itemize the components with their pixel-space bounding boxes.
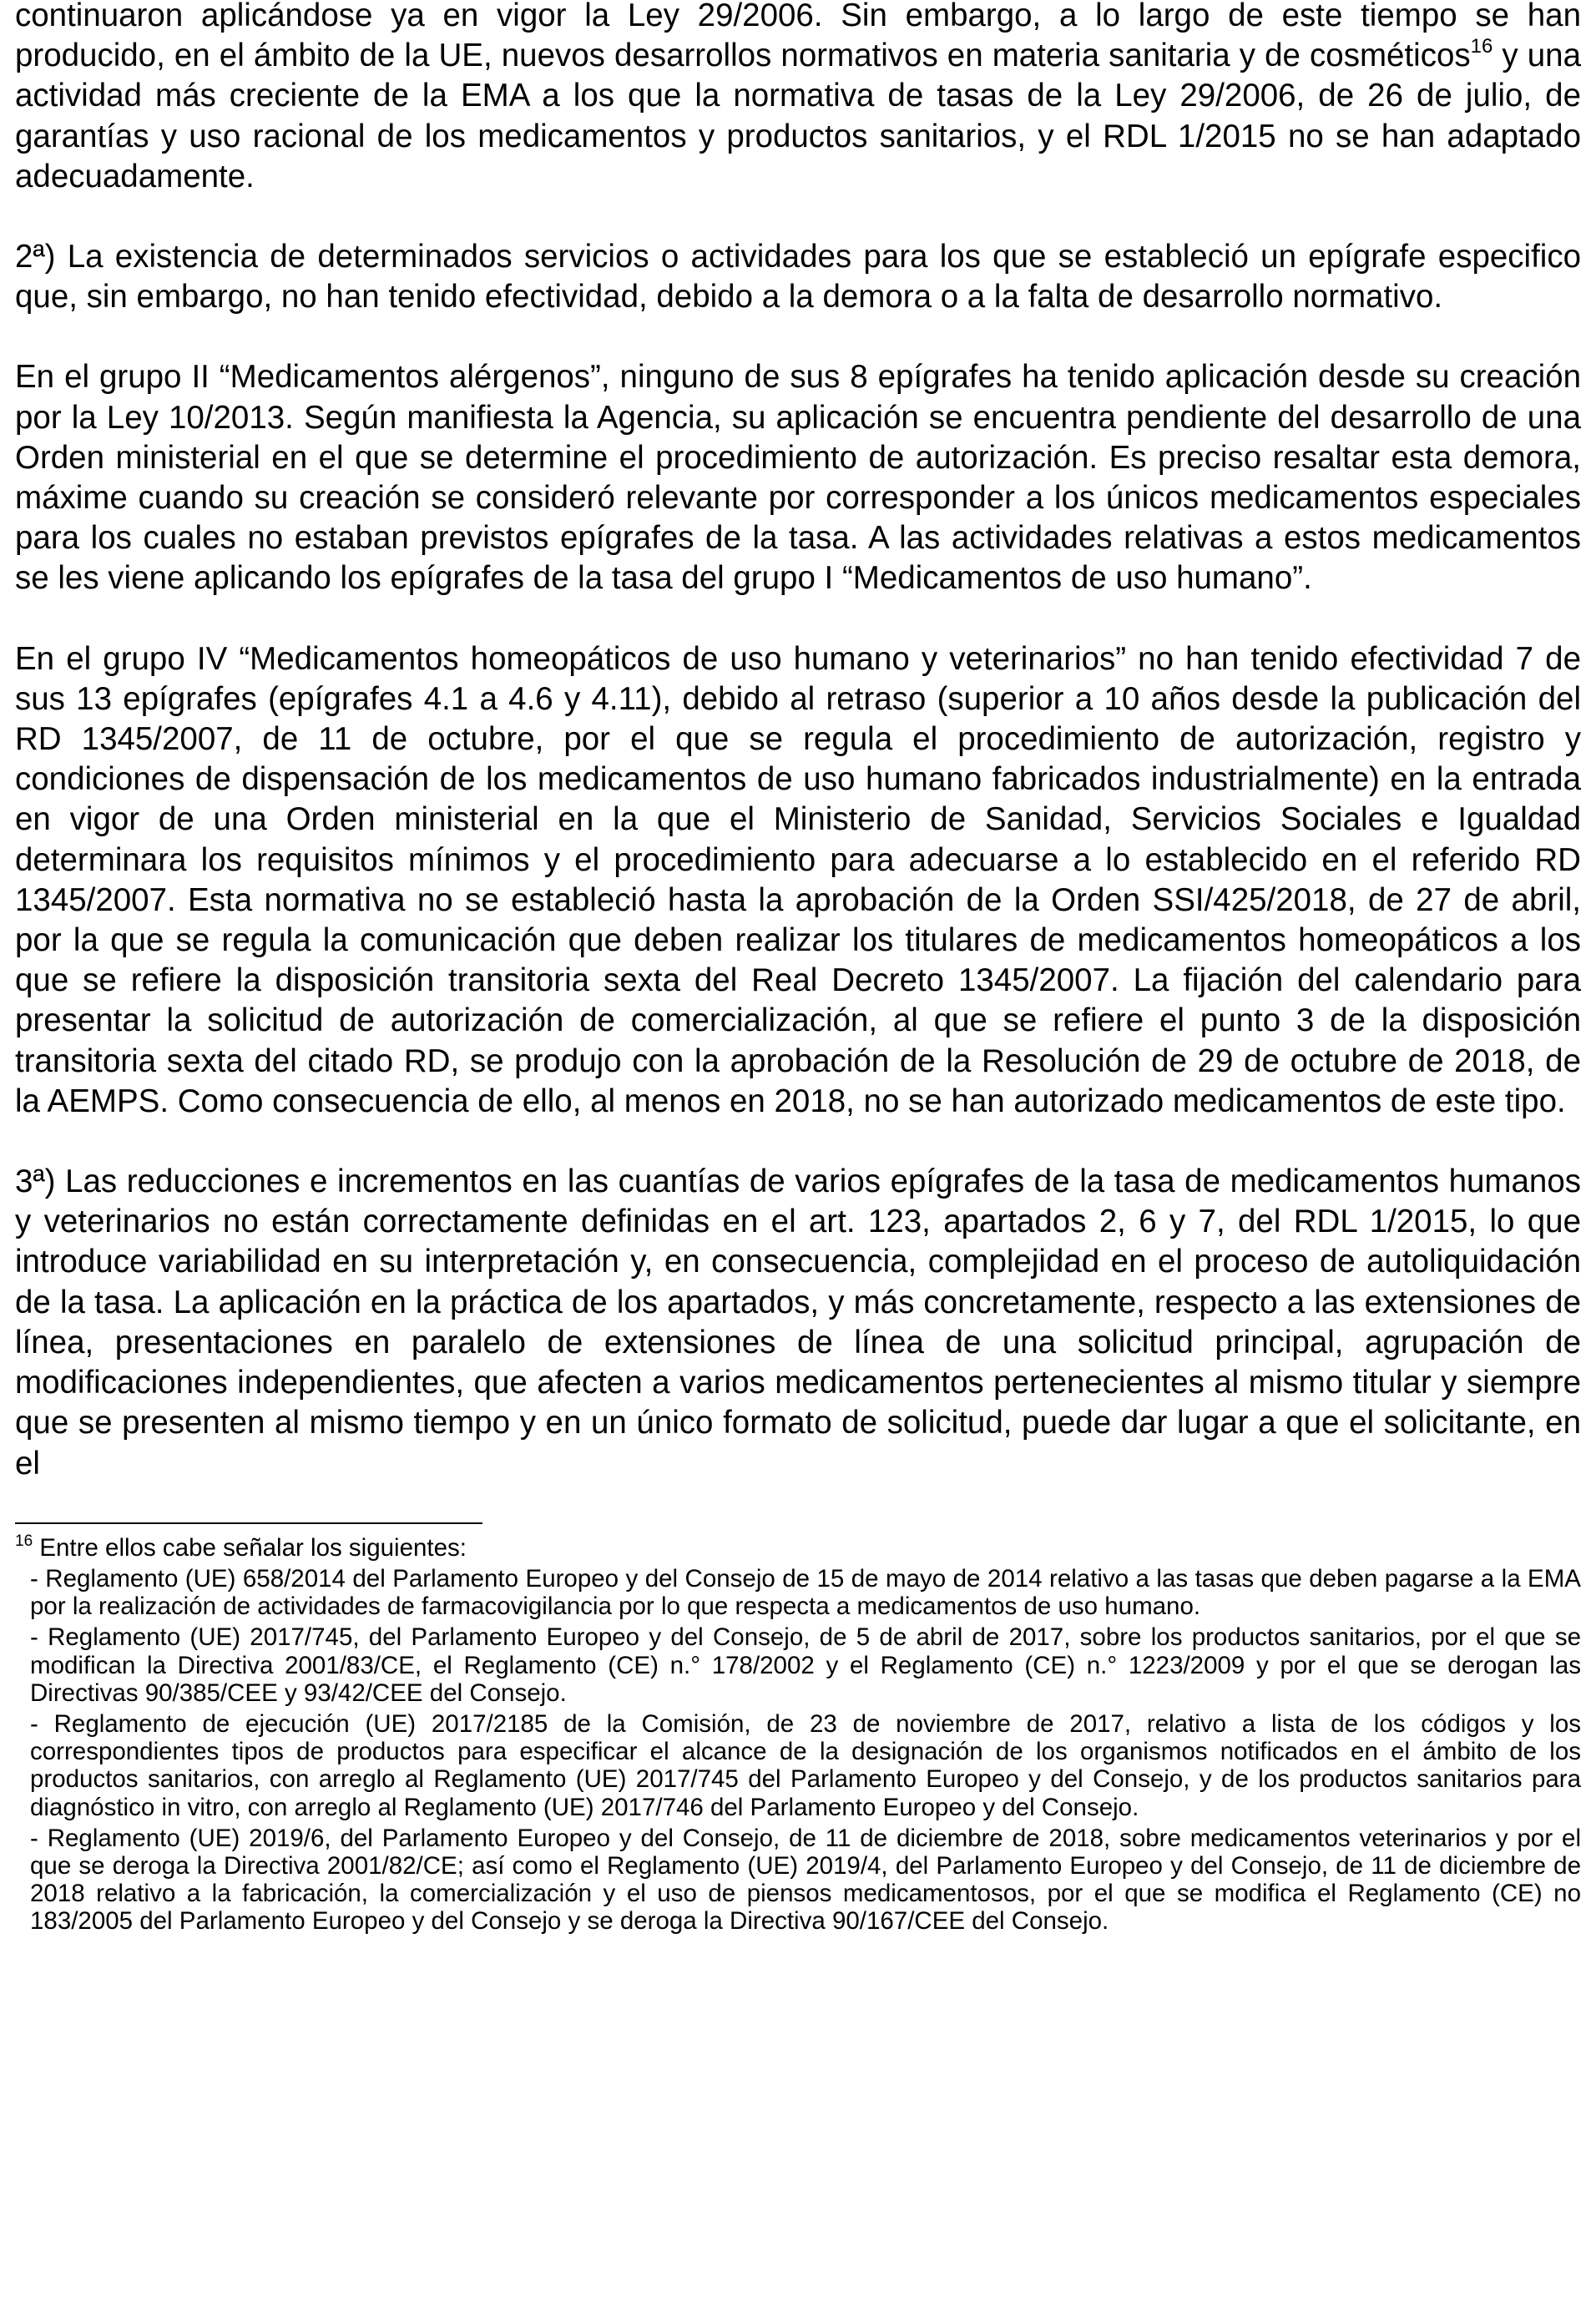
document-page (15, 0, 1581, 1936)
paragraph-point-3: 3ª) Las reducciones e incrementos en las cuantías de varios epígrafes de la tasa de medicamentos humanos y veterinarios no están correctamente definidas en el art. 123, apartados 2, 6 y 7, del RDL 1/2015, lo que introduce variabilidad en su interpretación y, en consecuencia, complejidad en el proceso de autoliquidación de la tasa. La aplicación en la práctica de los apartados, y más concretamente, respecto a las extensiones de línea, presentaciones en paralelo de extensiones de línea de una solicitud principal, agrupación de modificaciones independientes, que afecten a varios medicamentos pertenecientes al mismo titular y siempre que se presenten al mismo tiempo y en un único formato de solicitud, puede dar lugar a que el solicitante, en el (15, 1164, 1581, 1482)
footnote-intro (15, 1534, 1581, 1562)
footnote-item: - Reglamento (UE) 2019/6, del Parlamento Europeo y del Consejo, de 11 de diciembre de 2018, sobre medicamentos veterinarios y por el que se deroga la Directiva 2001/82/CE; así como el Reglamento (UE) 2019/4, del Parlamento Europeo y del Consejo, de 11 de diciembre de 2018 relativo a la fabricación, la comercialización y el uso de piensos medicamentosos, por el que se modifica el Reglamento (CE) no 183/2005 del Parlamento Europeo y del Consejo y se deroga la Directiva 90/167/CEE del Consejo. (30, 1824, 1581, 1936)
footnote-number: 16 (15, 1532, 33, 1550)
paragraph-group-ii-allergens: En el grupo II “Medicamentos alérgenos”, ninguno de sus 8 epígrafes ha tenido aplicación desde su creación por la Ley 10/2013. Según manifiesta la Agencia, su aplicación se encuentra pendiente del desarrollo de una Orden ministerial en el que se determine el procedimiento de autorización. Es preciso resaltar esta demora, máxime cuando su creación se consideró relevante por corresponder a los únicos medicamentos especiales para los cuales no estaban previstos epígrafes de la tasa. A las actividades relativas a estos medicamentos se les viene aplicando los epígrafes de la tasa del grupo I “Medicamentos de uso humano”. (15, 359, 1581, 597)
paragraph-text: y una actividad más creciente de la EMA a los que la normativa de tasas de la Ley 29/2006, de 26 de julio, de garantías y uso racional de los medicamentos y productos sanitarios, y el RDL 1/2015 no se han adaptado adecuadamente. (15, 38, 1581, 194)
footnote-intro-text: Entre ellos cabe señalar los siguientes: (33, 1533, 467, 1562)
paragraph-text: continuaron aplicándose ya en vigor la Ley 29/2006. Sin embargo, a lo largo de este tiempo se han producido, en el ámbito de la UE, nuevos desarrollos normativos en materia sanitaria y de cosméticos (15, 0, 1581, 74)
paragraph-point-2: 2ª) La existencia de determinados servicios o actividades para los que se estableció un epígrafe especifico que, sin embargo, no han tenido efectividad, debido a la demora o a la falta de desarrollo normativo. (15, 239, 1581, 315)
footnote-separator (15, 1522, 482, 1524)
footnote-reference[interactable]: 16 (1470, 35, 1493, 58)
footnote-item: - Reglamento de ejecución (UE) 2017/2185 de la Comisión, de 23 de noviembre de 2017, relativo a lista de los códigos y los correspondientes tipos de productos para especificar el alcance de la designación de los organismos notificados en el ámbito de los productos sanitarios, con arreglo al Reglamento (UE) 2017/745 del Parlamento Europeo y del Consejo, y de los productos sanitarios para diagnóstico in vitro, con arreglo al Reglamento (UE) 2017/746 del Parlamento Europeo y del Consejo. (30, 1709, 1581, 1821)
footnote-16 (15, 1534, 1581, 1936)
paragraph-regulatory-developments (15, 0, 1581, 197)
footnote-item: - Reglamento (UE) 658/2014 del Parlamento Europeo y del Consejo de 15 de mayo de 2014 relativo a las tasas que deben pagarse a la EMA por la realización de actividades de farmacovigilancia por lo que respecta a medicamentos de uso humano. (30, 1564, 1581, 1621)
footnote-item: - Reglamento (UE) 2017/745, del Parlamento Europeo y del Consejo, de 5 de abril de 2017, sobre los productos sanitarios, por el que se modifican la Directiva 2001/83/CE, el Reglamento (CE) n.° 178/2002 y el Reglamento (CE) n.° 1223/2009 y por el que se derogan las Directivas 90/385/CEE y 93/42/CEE del Consejo. (30, 1623, 1581, 1707)
paragraph-group-iv-homeopathic: En el grupo IV “Medicamentos homeopáticos de uso humano y veterinarios” no han tenido efectividad 7 de sus 13 epígrafes (epígrafes 4.1 a 4.6 y 4.11), debido al retraso (superior a 10 años desde la publicación del RD 1345/2007, de 11 de octubre, por el que se regula el procedimiento de autorización, registro y condiciones de dispensación de los medicamentos de uso humano fabricados industrialmente) en la entrada en vigor de una Orden ministerial en la que el Ministerio de Sanidad, Servicios Sociales e Igualdad determinara los requisitos mínimos y el procedimiento para adecuarse a lo establecido en el referido RD 1345/2007. Esta normativa no se estableció hasta la aprobación de la Orden SSI/425/2018, de 27 de abril, por la que se regula la comunicación que deben realizar los titulares de medicamentos homeopáticos a los que se refiere la disposición transitoria sexta del Real Decreto 1345/2007. La fijación del calendario para presentar la solicitud de autorización de comercialización, al que se refiere el punto 3 de la disposición transitoria sexta del citado RD, se produjo con la aprobación de la Resolución de 29 de octubre de 2018, de la AEMPS. Como consecuencia de ello, al menos en 2018, no se han autorizado medicamentos de este tipo. (15, 640, 1581, 1119)
